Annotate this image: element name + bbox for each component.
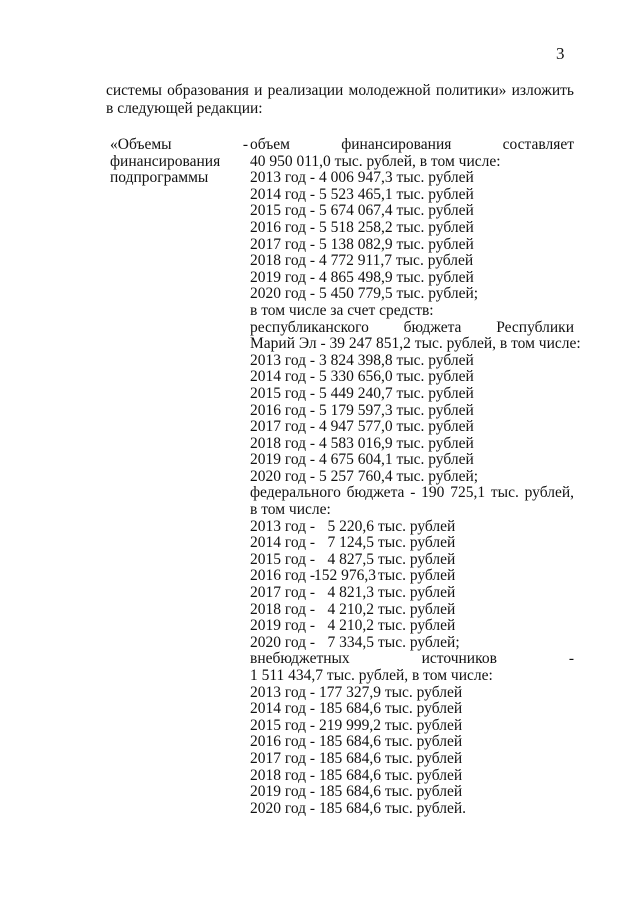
offbudget-years-list [250, 685, 574, 818]
federal-unit: тыс. рублей [378, 550, 456, 568]
offbudget-line-1: внебюджетных источников - [250, 650, 574, 668]
total-year-row: 2013 год - 4 006 947,3 тыс. рублей [250, 169, 474, 187]
funding-label [110, 137, 248, 187]
federal-year: 2017 год - [250, 584, 316, 602]
republic-year-row: 2016 год - 5 179 597,3 тыс. рублей [250, 401, 474, 419]
federal-year: 2014 год - [250, 534, 316, 552]
total-years-list [250, 170, 574, 303]
federal-unit: тыс. рублей [378, 567, 456, 585]
federal-year: 2020 год - [250, 633, 316, 651]
federal-unit: тыс. рублей [378, 617, 456, 635]
federal-amount: 4 827,5 [327, 550, 374, 568]
total-year-row: 2018 год - 4 772 911,7 тыс. рублей [250, 252, 474, 270]
total-year-row: 2017 год - 5 138 082,9 тыс. рублей [250, 235, 474, 253]
total-year-row: 2019 год - 4 865 498,9 тыс. рублей [250, 268, 474, 286]
federal-year-row [250, 568, 574, 585]
republic-line-2: Марий Эл - 39 247 851,2 тыс. рублей, в том числе: [250, 335, 581, 353]
sources-heading: в том числе за счет средств: [250, 301, 434, 319]
total-year-row: 2015 год - 5 674 067,4 тыс. рублей [250, 202, 474, 220]
offbudget-year-row: 2018 год - 185 684,6 тыс. рублей [250, 766, 463, 784]
offbudget-year-row: 2013 год - 177 327,9 тыс. рублей [250, 683, 463, 701]
republic-year-row: 2014 год - 5 330 656,0 тыс. рублей [250, 368, 474, 386]
federal-year: 2013 год - [250, 517, 316, 535]
republic-year-row: 2015 год - 5 449 240,7 тыс. рублей [250, 384, 474, 402]
funding-label-line-3: подпрограммы [110, 169, 209, 187]
offbudget-year-row: 2017 год - 185 684,6 тыс. рублей [250, 749, 463, 767]
federal-year-row [250, 635, 574, 652]
federal-year: 2015 год - [250, 550, 316, 568]
republic-year-row: 2020 год - 5 257 760,4 тыс. рублей; [250, 467, 479, 485]
federal-unit: тыс. рублей [378, 584, 456, 602]
federal-amount: 4 821,3 [327, 584, 374, 602]
offbudget-year-row: 2020 год - 185 684,6 тыс. рублей. [250, 799, 467, 817]
federal-unit: тыс. рублей [378, 600, 456, 618]
republic-year-row: 2017 год - 4 947 577,0 тыс. рублей [250, 418, 474, 436]
page-number: 3 [556, 44, 565, 63]
republic-years-list [250, 353, 574, 486]
federal-line-2: в том числе: [250, 501, 331, 519]
federal-year-row [250, 585, 574, 602]
total-year-row: 2020 год - 5 450 779,5 тыс. рублей; [250, 285, 479, 303]
funding-details [250, 136, 581, 817]
republic-year-row: 2019 год - 4 675 604,1 тыс. рублей [250, 451, 474, 469]
total-year-row: 2014 год - 5 523 465,1 тыс. рублей [250, 185, 474, 203]
federal-year: 2019 год - [250, 617, 316, 635]
federal-year-row [250, 618, 574, 635]
republic-year-row: 2013 год - 3 824 398,8 тыс. рублей [250, 351, 474, 369]
federal-year-row [250, 519, 574, 536]
total-year-row: 2016 год - 5 518 258,2 тыс. рублей [250, 218, 474, 236]
intro-line-2: в следующей редакции: [106, 100, 263, 117]
offbudget-line-2: 1 511 434,7 тыс. рублей, в том числе: [250, 667, 493, 684]
federal-unit: тыс. рублей [378, 517, 456, 535]
federal-amount: 5 220,6 [327, 517, 374, 535]
federal-amount: 7 124,5 [327, 534, 374, 552]
federal-line-1: федерального бюджета - 190 725,1 тыс. рублей, [250, 484, 574, 502]
republic-year-row: 2018 год - 4 583 016,9 тыс. рублей [250, 434, 474, 452]
total-line-1: объем финансирования составляет [250, 136, 574, 153]
federal-unit: тыс. рублей [378, 534, 456, 552]
federal-years-list [250, 519, 574, 652]
funding-label-line-1 [110, 137, 248, 154]
offbudget-year-row: 2019 год - 185 684,6 тыс. рублей [250, 783, 463, 801]
funding-label-dash: - [242, 136, 248, 153]
federal-unit: тыс. рублей; [378, 633, 460, 651]
federal-year-row [250, 602, 574, 619]
offbudget-year-row: 2016 год - 185 684,6 тыс. рублей [250, 733, 463, 751]
federal-year: 2016 год - [250, 567, 316, 585]
federal-amount: 7 334,5 [327, 633, 374, 651]
federal-amount: 4 210,2 [327, 600, 374, 618]
intro-paragraph [106, 82, 574, 118]
federal-year-row [250, 535, 574, 552]
federal-year: 2018 год - [250, 600, 316, 618]
intro-line-1: системы образования и реализации молодежной политики» изложить [106, 82, 574, 99]
federal-year-row [250, 552, 574, 569]
funding-label-line-2: финансирования [110, 152, 221, 170]
offbudget-year-row: 2014 год - 185 684,6 тыс. рублей [250, 700, 463, 718]
funding-label-word: «Объемы [110, 136, 172, 153]
total-line-2: 40 950 011,0 тыс. рублей, в том числе: [250, 152, 501, 170]
federal-amount: 4 210,2 [327, 617, 374, 635]
offbudget-year-row: 2015 год - 219 999,2 тыс. рублей [250, 716, 463, 734]
federal-amount: 152 976,3 [314, 567, 376, 585]
republic-line-1: республиканского бюджета Республики [250, 318, 574, 336]
